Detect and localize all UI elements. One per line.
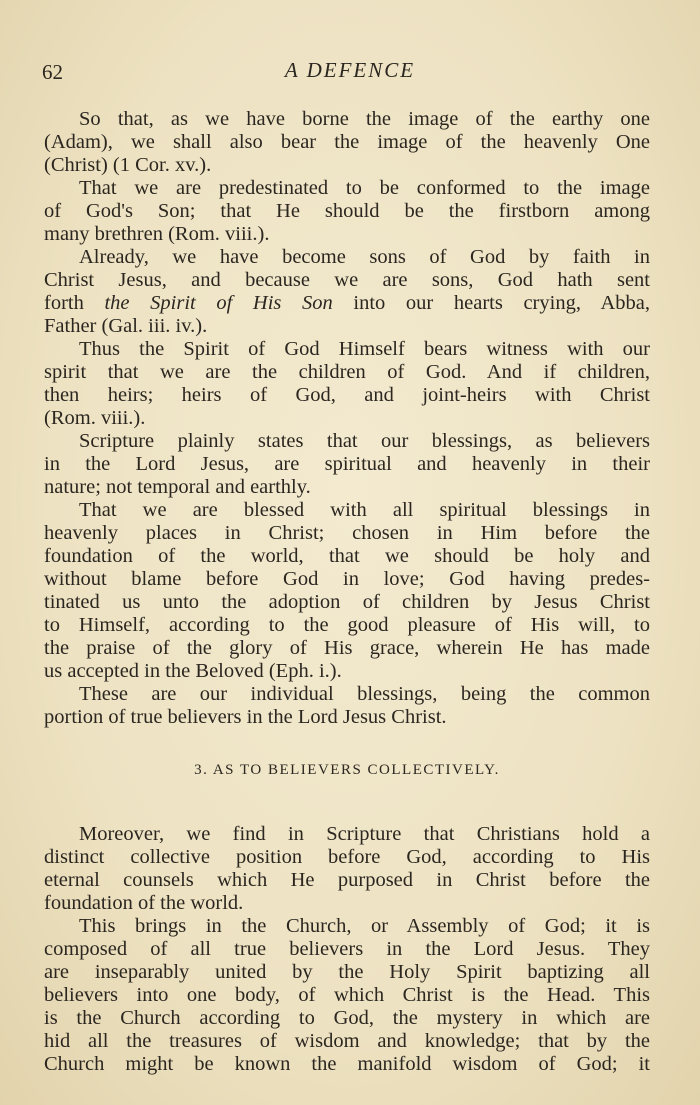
section-heading: 3. AS TO BELIEVERS COLLECTIVELY. [194,762,500,778]
text-line: in the Lord Jesus, are spiritual and heavenly in their [44,453,650,475]
page-number: 62 [42,60,63,84]
text-line: hid all the treasures of wisdom and knowledge; that by the [44,1030,650,1052]
text-line: (Adam), we shall also bear the image of the heavenly One [44,131,650,153]
running-title: A DEFENCE [284,58,416,82]
italic-text: the Spirit of His Son [104,292,333,314]
text-segment: into our hearts crying, Abba, [332,292,650,314]
text-line: is the Church according to God, the mystery in which are [44,1007,650,1029]
text-line: These are our individual blessings, being the common [79,683,650,705]
text-line: us accepted in the Beloved (Eph. i.). [44,660,342,682]
text-line: heavenly places in Christ; chosen in Him before the [44,522,650,544]
text-line: distinct collective position before God, according to His [44,846,650,868]
text-line: tinated us unto the adoption of children by Jesus Christ [44,591,650,613]
text-line: the praise of the glory of His grace, wherein He has made [44,637,650,659]
text-line: (Christ) (1 Cor. xv.). [44,154,212,176]
text-line: to Himself, according to the good pleasure of His will, to [44,614,650,636]
text-line: Thus the Spirit of God Himself bears witness with our [79,338,650,360]
text-line: spirit that we are the children of God. And if children, [44,361,650,383]
text-line: This brings in the Church, or Assembly of God; it is [79,915,650,937]
text-line: foundation of the world, that we should be holy and [44,545,650,567]
text-line: portion of true believers in the Lord Jesus Christ. [44,706,447,728]
text-line: Scripture plainly states that our blessings, as believers [79,430,650,452]
text-line: That we are blessed with all spiritual blessings in [79,499,650,521]
text-line: are inseparably united by the Holy Spirit baptizing all [44,961,650,983]
text-line: Moreover, we find in Scripture that Christians hold a [79,823,650,845]
text-line: Already, we have become sons of God by faith in [79,246,650,268]
text-line: then heirs; heirs of God, and joint-heirs with Christ [44,384,650,406]
text-line: of God's Son; that He should be the firstborn among [44,200,650,222]
text-line: foundation of the world. [44,892,244,914]
text-line: Father (Gal. iii. iv.). [44,315,208,337]
text-line: composed of all true believers in the Lord Jesus. They [44,938,650,960]
text-line: without blame before God in love; God having predes- [44,568,650,590]
page-body [44,108,650,1076]
text-block-after [44,823,650,1076]
text-line [44,292,650,315]
text-line: So that, as we have borne the image of the earthy one [79,108,650,130]
text-line: believers into one body, of which Christ is the Head. This [44,984,650,1006]
text-line: Christ Jesus, and because we are sons, God hath sent [44,269,650,291]
text-line: Church might be known the manifold wisdom of God; it [44,1053,650,1075]
text-segment: forth [44,292,105,314]
text-block-before [44,108,650,729]
text-line: nature; not temporal and earthly. [44,476,311,498]
text-line: (Rom. viii.). [44,407,146,429]
text-line: many brethren (Rom. viii.). [44,223,270,245]
text-line: eternal counsels which He purposed in Christ before the [44,869,650,891]
text-line: That we are predestinated to be conformed to the image [79,177,650,199]
